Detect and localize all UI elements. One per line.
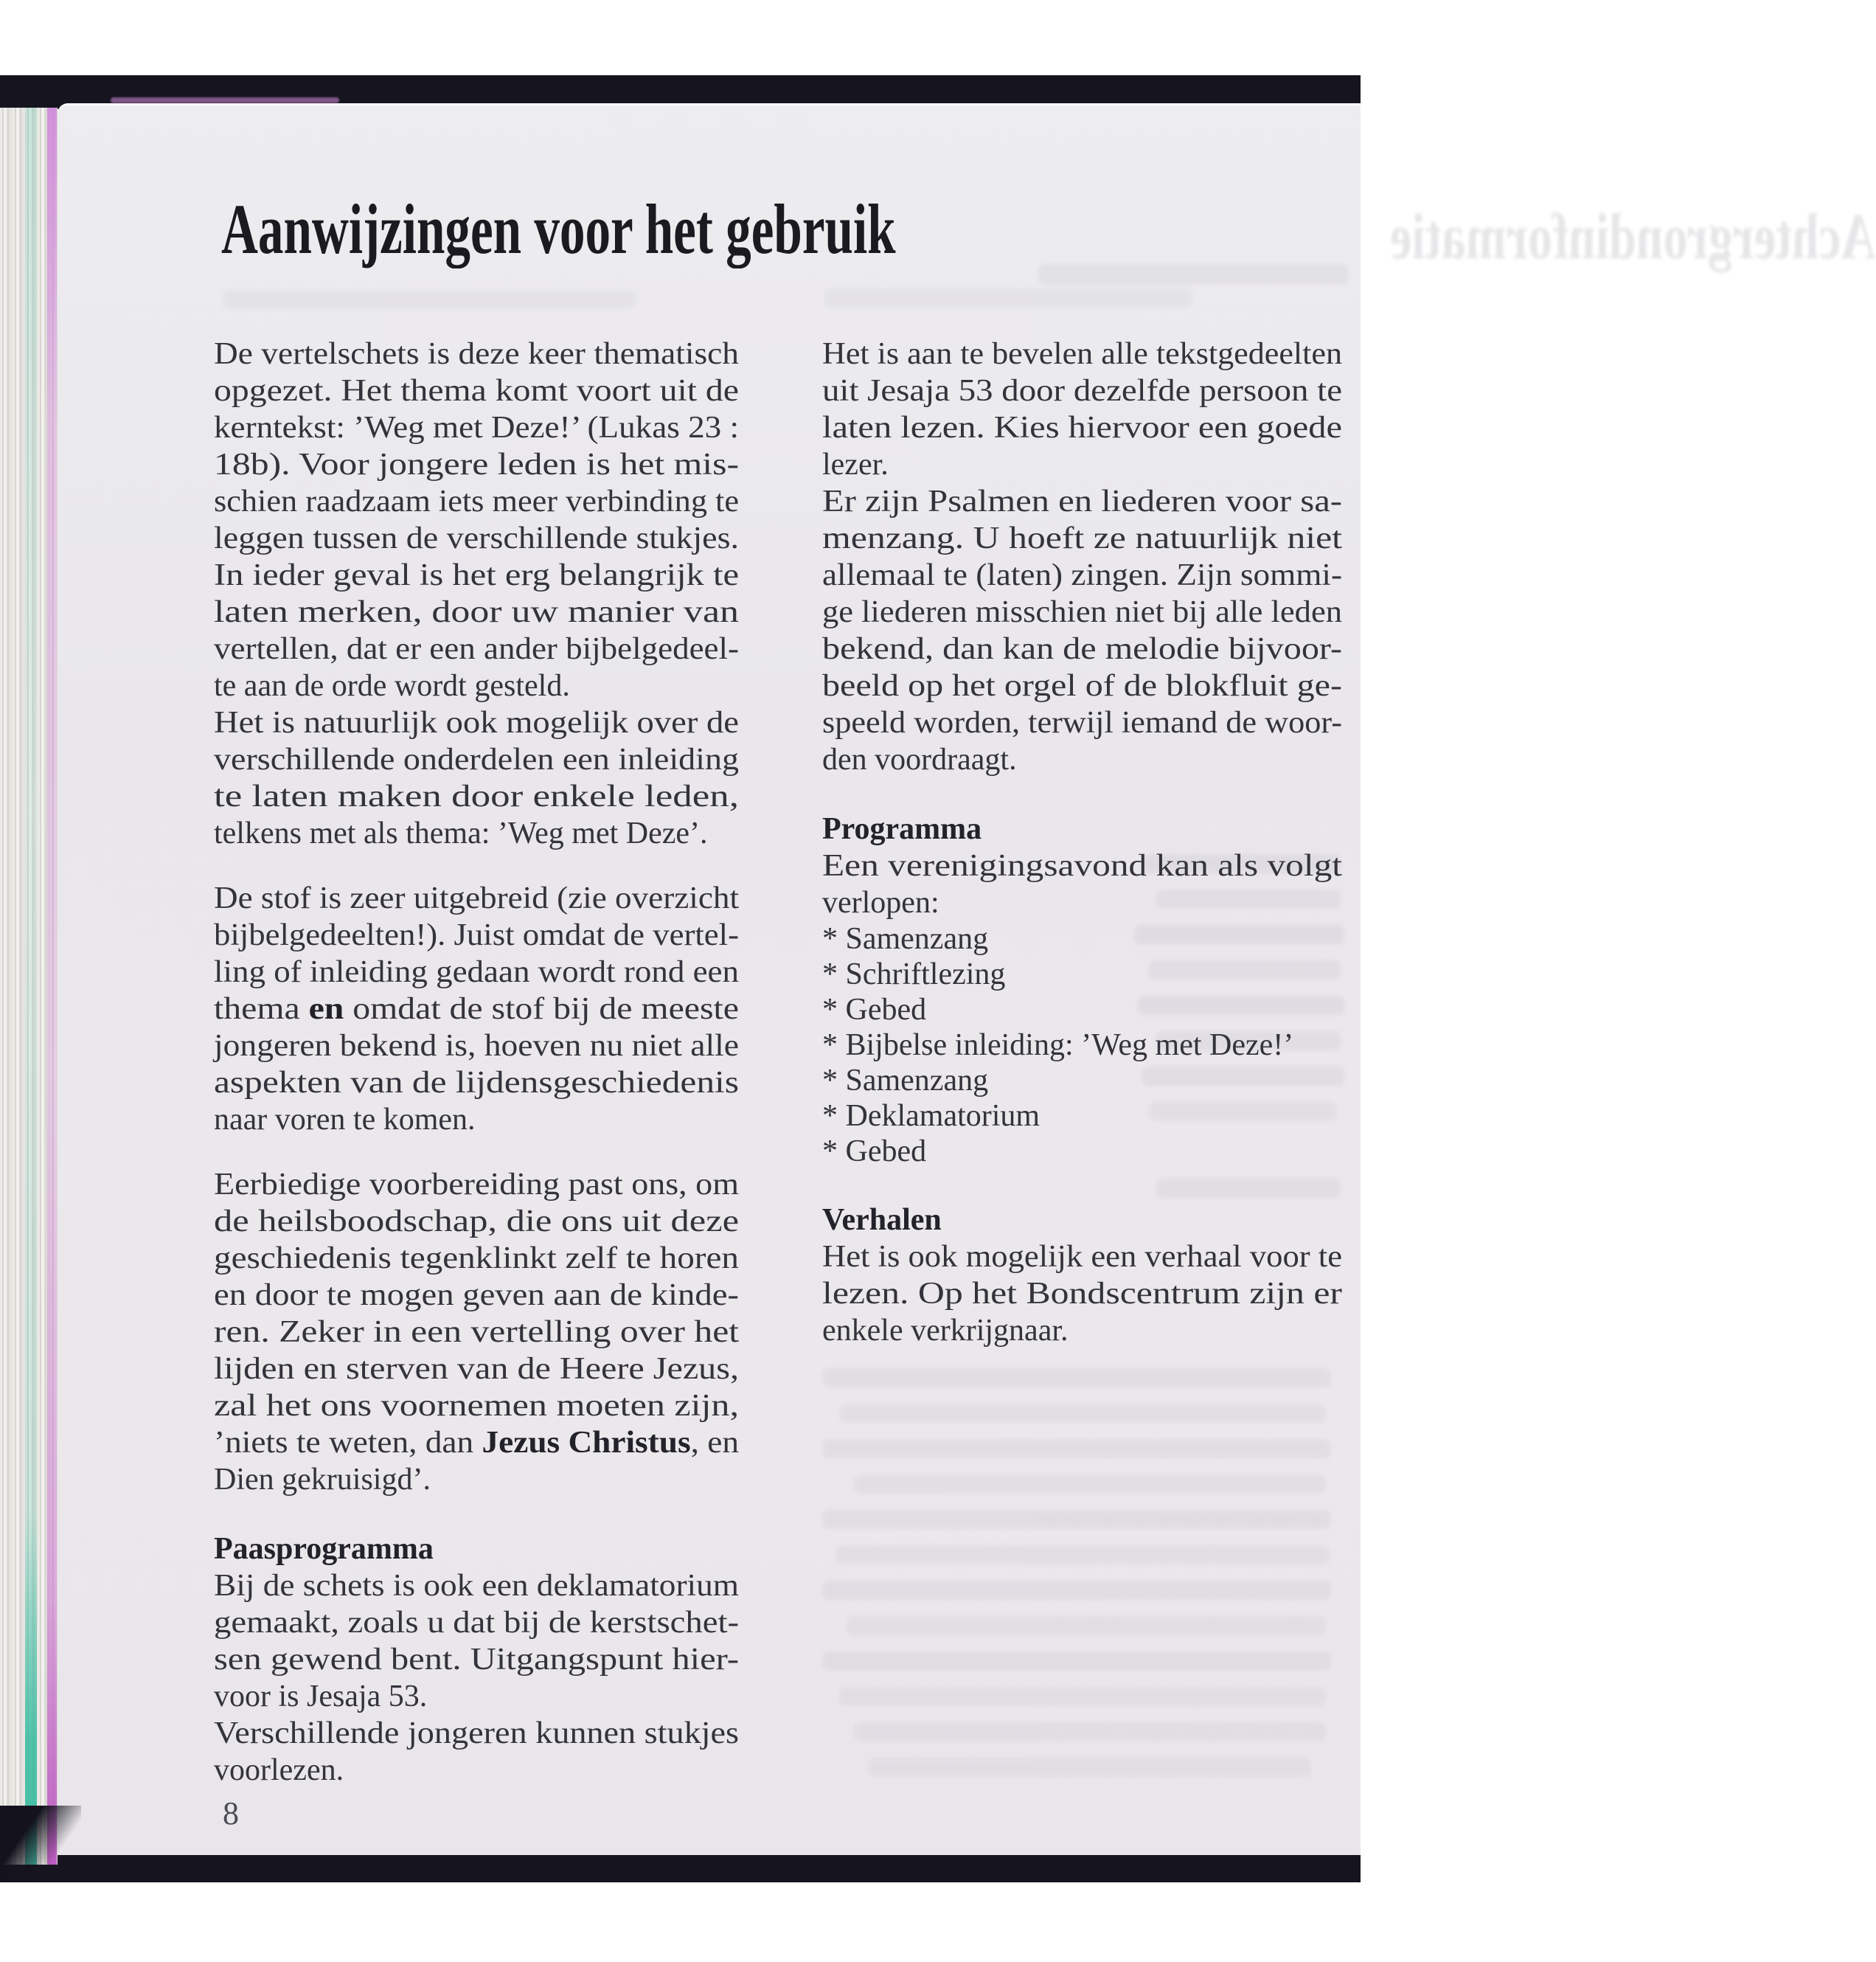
text-line: Eerbiedige voorbereiding past ons, om bbox=[214, 1168, 739, 1202]
text-line: lijden en sterven van de Heere Jezus, bbox=[214, 1352, 739, 1386]
text-line: 18b). Voor jongere leden is het mis- bbox=[214, 448, 739, 482]
bleed-through-artifact bbox=[839, 1404, 1326, 1423]
text-line: opgezet. Het thema komt voort uit de bbox=[214, 374, 739, 408]
text-line: bijbelgedeelten!). Juist omdat de vertel- bbox=[214, 918, 739, 952]
text-line: kerntekst: ’Weg met Deze!’ (Lukas 23 : bbox=[214, 411, 739, 445]
section-heading: Paasprogramma bbox=[214, 1532, 434, 1566]
text-line: Dien gekruisigd’. bbox=[214, 1463, 431, 1497]
bleed-through-artifact bbox=[869, 1758, 1311, 1777]
text-line: zal het ons voornemen moeten zijn, bbox=[214, 1389, 739, 1423]
column-right bbox=[822, 336, 1342, 1349]
text-line: en door te mogen geven aan de kinde- bbox=[214, 1278, 739, 1312]
text-line: bekend, dan kan de melodie bijvoor- bbox=[822, 632, 1342, 666]
text-line: leggen tussen de verschillende stukjes. bbox=[214, 521, 739, 555]
page-edge-pink-stripe bbox=[47, 108, 57, 1865]
column-left bbox=[214, 336, 739, 1789]
bleed-through-artifact bbox=[839, 1687, 1326, 1706]
bleed-through-title bbox=[1390, 200, 1876, 274]
text-line: sen gewend bent. Uitgangspunt hier- bbox=[214, 1643, 739, 1677]
bleed-through-artifact bbox=[824, 288, 1193, 308]
list-item: * Schriftlezing bbox=[822, 957, 1006, 991]
text-line: vertellen, dat er een ander bijbelgedeel- bbox=[214, 632, 739, 666]
text-line: te aan de orde wordt gesteld. bbox=[214, 669, 570, 703]
paragraph bbox=[214, 704, 739, 852]
text-line: De vertelschets is deze keer thematisch bbox=[214, 337, 739, 371]
page-title-text: Aanwijzingen voor het gebruik bbox=[221, 190, 896, 268]
paragraph bbox=[214, 336, 739, 704]
text-line: te laten maken door enkele leden, bbox=[214, 780, 739, 814]
paragraph bbox=[822, 1238, 1342, 1349]
page-edges-stack bbox=[0, 108, 58, 1865]
text-line: Een verenigingsavond kan als volgt bbox=[822, 849, 1342, 883]
text-line: Bij de schets is ook een deklamatorium bbox=[214, 1569, 739, 1603]
bleed-through-artifact bbox=[822, 1510, 1331, 1529]
text-line: Verschillende jongeren kunnen stukjes bbox=[214, 1716, 739, 1750]
text-line: voor is Jesaja 53. bbox=[214, 1680, 428, 1713]
text-line: ’niets te weten, dan Jezus Christus, en bbox=[214, 1426, 739, 1460]
bleed-through-artifact bbox=[223, 290, 636, 309]
book-cover-edge-bottom bbox=[0, 1853, 1361, 1882]
bleed-through-artifact bbox=[822, 1368, 1331, 1387]
list-item: * Deklamatorium bbox=[822, 1099, 1041, 1133]
page-edges-shadow bbox=[0, 1806, 81, 1882]
text-line: uit Jesaja 53 door dezelfde persoon te bbox=[822, 374, 1342, 408]
text-line: beeld op het orgel of de blokfluit ge- bbox=[822, 669, 1342, 703]
program-list bbox=[822, 921, 1342, 1169]
bleed-through-title-text: Achtergrondinformatie bbox=[1390, 201, 1876, 273]
text-line: Het is aan te bevelen alle tekstgedeelten bbox=[822, 337, 1342, 371]
text-line: Het is natuurlijk ook mogelijk over de bbox=[214, 706, 739, 740]
page-top-pink-edge bbox=[111, 97, 339, 103]
text-line: lezer. bbox=[822, 448, 889, 482]
text-line: naar voren te komen. bbox=[214, 1103, 476, 1137]
text-line: laten lezen. Kies hiervoor een goede bbox=[822, 411, 1342, 445]
text-line: aspekten van de lijdensgeschiedenis bbox=[214, 1066, 739, 1100]
section-heading: Programma bbox=[822, 812, 982, 846]
list-item: * Gebed bbox=[822, 993, 927, 1027]
book-page bbox=[58, 103, 1876, 1855]
text-line: thema en omdat de stof bij de meeste bbox=[214, 992, 740, 1026]
bleed-through-artifact bbox=[822, 1439, 1331, 1458]
text-line: verlopen: bbox=[822, 886, 939, 920]
text-line: De stof is zeer uitgebreid (zie overzicht bbox=[214, 881, 739, 915]
paragraph bbox=[214, 880, 739, 1138]
bleed-through-artifact bbox=[835, 1545, 1330, 1564]
text-line: laten merken, door uw manier van bbox=[214, 595, 739, 629]
page-number: 8 bbox=[223, 1795, 239, 1831]
paragraph bbox=[822, 336, 1342, 483]
text-line: den voordraagt. bbox=[822, 743, 1017, 777]
bleed-through-artifact bbox=[822, 1651, 1331, 1671]
text-line: telkens met als thema: ’Weg met Deze’. bbox=[214, 817, 708, 850]
bleed-through-artifact bbox=[854, 1722, 1326, 1741]
text-line: allemaal te (laten) zingen. Zijn sommi- bbox=[822, 558, 1342, 592]
bleed-through-artifact bbox=[1038, 264, 1348, 285]
paragraph bbox=[214, 1715, 739, 1789]
list-item: * Samenzang bbox=[822, 1064, 989, 1098]
page-title bbox=[221, 190, 1158, 268]
text-line: ge liederen misschien niet bij alle leden bbox=[822, 595, 1342, 629]
text-line: schien raadzaam iets meer verbinding te bbox=[214, 485, 739, 519]
list-item: * Samenzang bbox=[822, 922, 989, 956]
page-edge-teal-stripe bbox=[25, 108, 37, 1865]
text-line: Er zijn Psalmen en liederen voor sa- bbox=[822, 485, 1342, 519]
paragraph bbox=[214, 1567, 739, 1715]
text-line: ling of inleiding gedaan wordt rond een bbox=[214, 955, 739, 989]
text-line: Het is ook mogelijk een verhaal voor te bbox=[822, 1240, 1342, 1274]
text-line: menzang. U hoeft ze natuurlijk niet bbox=[822, 521, 1342, 555]
list-item: * Gebed bbox=[822, 1134, 927, 1168]
text-line: verschillende onderdelen een inleiding bbox=[214, 743, 739, 777]
bleed-through-artifact bbox=[847, 1616, 1326, 1635]
text-line: jongeren bekend is, hoeven nu niet alle bbox=[214, 1029, 739, 1063]
text-line: voorlezen. bbox=[214, 1753, 344, 1787]
text-line: speeld worden, terwijl iemand de woor- bbox=[822, 706, 1342, 740]
text-line: de heilsboodschap, die ons uit deze bbox=[214, 1204, 739, 1238]
section-heading: Verhalen bbox=[822, 1203, 942, 1237]
bleed-through-artifact bbox=[822, 1581, 1331, 1600]
paragraph bbox=[214, 1166, 739, 1498]
text-line: gemaakt, zoals u dat bij de kerstschet- bbox=[214, 1606, 739, 1640]
text-line: enkele verkrijgnaar. bbox=[822, 1314, 1069, 1348]
bleed-through-artifact bbox=[854, 1474, 1326, 1494]
list-item: * Bijbelse inleiding: ’Weg met Deze!’ bbox=[822, 1028, 1294, 1062]
text-line: lezen. Op het Bondscentrum zijn er bbox=[822, 1277, 1342, 1311]
paragraph bbox=[822, 847, 1342, 921]
text-line: ren. Zeker in een vertelling over het bbox=[214, 1315, 739, 1349]
text-line: In ieder geval is het erg belangrijk te bbox=[214, 558, 739, 592]
text-line: geschiedenis tegenklinkt zelf te horen bbox=[214, 1241, 740, 1275]
paragraph bbox=[822, 483, 1342, 778]
